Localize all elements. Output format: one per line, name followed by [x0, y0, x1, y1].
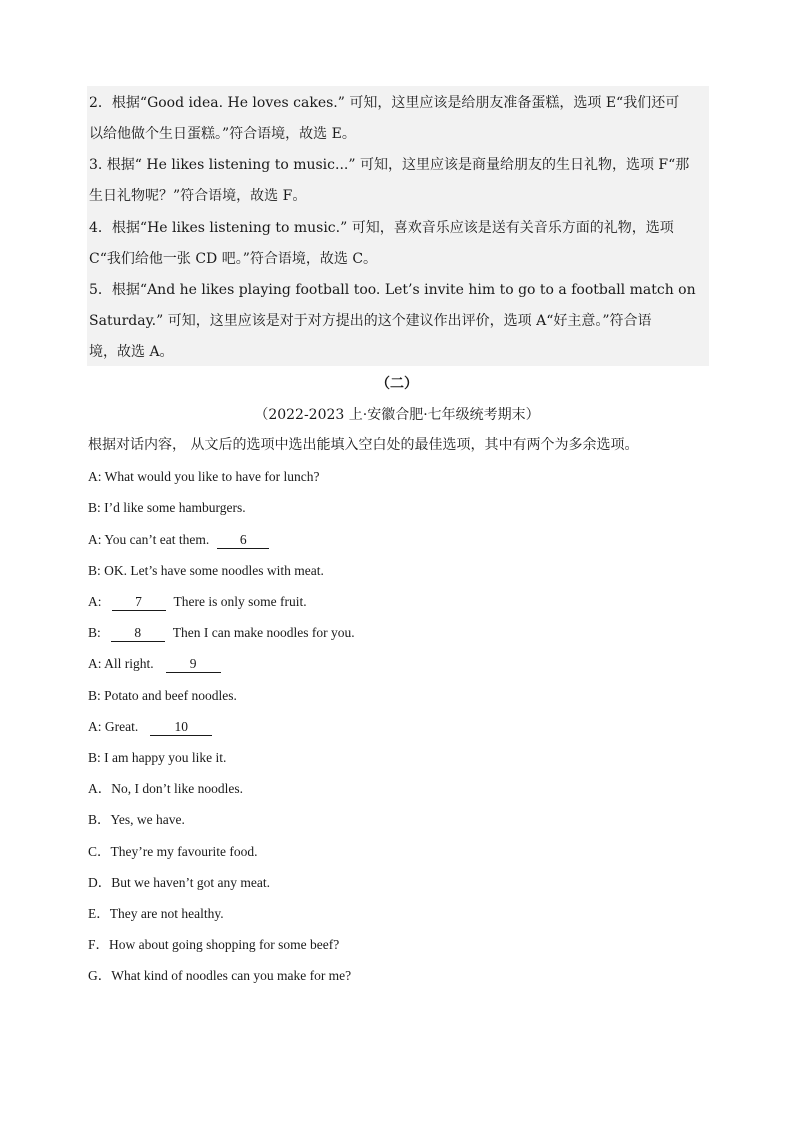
- option-g: G．What kind of noodles can you make for me?: [88, 968, 352, 983]
- analysis-line: C“我们给他一张 CD 吧。”符合语境，故选 C。: [89, 251, 378, 267]
- blank-8[interactable]: 8: [111, 625, 165, 642]
- option-c: C．They’re my favourite food.: [88, 844, 258, 859]
- analysis-line: 4．根据“He likes listening to music.” 可知，喜欢音乐应该是送有关音乐方面的礼物，选项: [89, 220, 674, 236]
- option-f: F．How about going shopping for some beef?: [88, 937, 340, 952]
- dialogue-line: A: 7 There is only some fruit.: [88, 594, 307, 609]
- instruction: 根据对话内容， 从文后的选项中选出能填入空白处的最佳选项，其中有两个为多余选项。: [88, 437, 639, 453]
- analysis-line: 境，故选 A。: [89, 344, 174, 360]
- option-a: A．No, I don’t like noodles.: [88, 781, 243, 796]
- blank-6[interactable]: 6: [217, 532, 269, 549]
- blank-9[interactable]: 9: [166, 656, 221, 673]
- dialogue-line: B: 8 Then I can make noodles for you.: [88, 625, 355, 640]
- dialogue-line: A: What would you like to have for lunch?: [88, 469, 320, 484]
- analysis-line: 3. 根据“ He likes listening to music...” 可知，这里应该是商量给朋友的生日礼物，选项 F“那: [89, 157, 690, 173]
- blank-7[interactable]: 7: [112, 594, 166, 611]
- option-e: E．They are not healthy.: [88, 906, 224, 921]
- option-b: B．Yes, we have.: [88, 812, 185, 827]
- analysis-line: 5．根据“And he likes playing football too. Let’s invite him to go to a football match on: [89, 282, 696, 298]
- section-title: （二）: [376, 376, 418, 392]
- option-d: D．But we haven’t got any meat.: [88, 875, 270, 890]
- dialogue-line: A: Great. 10: [88, 717, 212, 737]
- dialogue-line: B: I am happy you like it.: [88, 750, 227, 765]
- dialogue-line: B: I’d like some hamburgers.: [88, 500, 246, 515]
- analysis-line: 以给他做个生日蛋糕。”符合语境，故选 E。: [89, 126, 356, 142]
- blank-10[interactable]: 10: [150, 719, 212, 736]
- dialogue-line: A: All right. 9: [88, 654, 221, 674]
- analysis-line: 生日礼物呢？”符合语境，故选 F。: [89, 188, 307, 204]
- dialogue-line: B: Potato and beef noodles.: [88, 688, 237, 703]
- dialogue-line: A: You can’t eat them. 6: [88, 530, 269, 550]
- source-note: （2022-2023 上·安徽合肥·七年级统考期末）: [254, 407, 540, 423]
- analysis-line: Saturday.” 可知，这里应该是对于对方提出的这个建议作出评价，选项 A“好主意。”符合语: [89, 313, 652, 329]
- dialogue-line: B: OK. Let’s have some noodles with meat.: [88, 563, 324, 578]
- analysis-line: 2．根据“Good idea. He loves cakes.” 可知，这里应该是给朋友准备蛋糕，选项 E“我们还可: [89, 95, 680, 111]
